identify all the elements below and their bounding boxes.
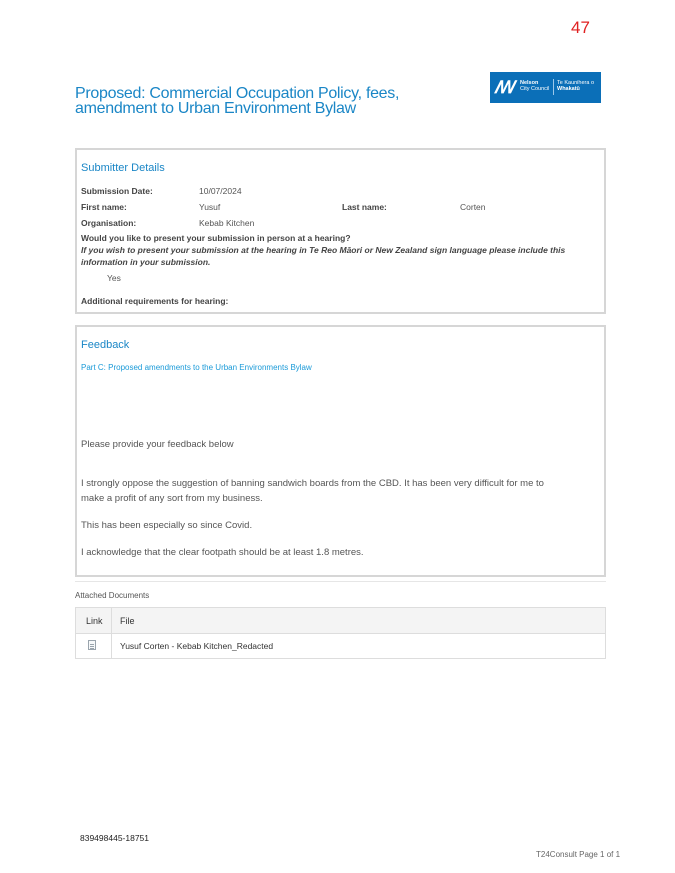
table-row [76,634,605,658]
first-name-label: First name: [81,202,127,212]
additional-requirements-label: Additional requirements for hearing: [81,296,229,306]
logo-text-te-kaunihera: Te Kaunihera o [557,80,594,86]
hearing-note: If you wish to present your submission at the hearing in Te Reo Māori or New Zealand sign language please include this information in your submission. [81,245,566,267]
column-header-file: File [120,616,135,626]
logo-text-whakatu: Whakatū [557,86,580,92]
attachments-divider [75,581,606,582]
logo-divider [553,79,554,95]
column-divider [111,608,112,633]
last-name-value: Corten [460,202,486,212]
feedback-paragraph-3: I acknowledge that the clear footpath should be at least 1.8 metres. [81,547,364,558]
feedback-panel [75,325,606,577]
feedback-subtitle: Part C: Proposed amendments to the Urban Environments Bylaw [81,363,312,372]
attachments-label: Attached Documents [75,591,150,600]
feedback-section-title: Feedback [81,339,130,351]
submission-date-label: Submission Date: [81,186,153,196]
logo-text-nelson: Nelson [520,80,539,86]
submitter-details-panel [75,148,606,314]
attachment-file-name: Yusuf Corten - Kebab Kitchen_Redacted [120,641,274,651]
feedback-prompt: Please provide your feedback below [81,439,234,450]
document-title: Proposed: Commercial Occupation Policy, fees, amendment to Urban Environment Bylaw [75,85,400,117]
attachments-table-header [76,608,605,634]
council-logo [490,72,601,103]
logo-text-city-council: City Council [520,86,550,92]
feedback-paragraph-1: I strongly oppose the suggestion of banning sandwich boards from the CBD. It has been very difficult for me to make a profit of any sort from my business. [81,478,544,504]
hearing-question: Would you like to present your submission in person at a hearing? [81,233,351,243]
hearing-answer: Yes [107,273,121,283]
submission-date-value: 10/07/2024 [199,186,242,196]
footer-page-info: T24Consult Page 1 of 1 [536,850,621,859]
feedback-paragraph-2: This has been especially so since Covid. [81,520,253,531]
first-name-value: Yusuf [199,202,221,212]
attachments-table [75,607,606,659]
organisation-label: Organisation: [81,218,137,228]
column-header-link: Link [86,616,103,626]
logo-mark-icon: ꟿ [494,78,512,97]
page-number: 47 [571,18,590,37]
document-icon[interactable] [88,640,96,650]
column-divider [111,634,112,658]
submitter-section-title: Submitter Details [81,162,165,174]
organisation-value: Kebab Kitchen [199,218,255,228]
footer-document-id: 839498445-18751 [80,833,150,843]
last-name-label: Last name: [342,202,387,212]
